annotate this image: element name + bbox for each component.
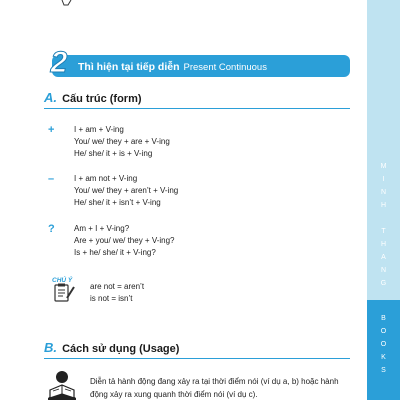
question-lines [74,223,175,259]
note-clipboard-icon [50,275,76,303]
section-title [78,61,267,73]
side-tab-brand [367,160,400,290]
form-line: You/ we/ they + aren’t + V-ing [74,186,179,195]
plus-symbol: + [48,124,55,136]
side-tab-letter: O [380,328,387,335]
note-icon-label: CHÚ Ý [52,277,73,284]
usage-divider [44,358,350,359]
reading-person-icon [46,370,78,400]
form-line: He/ she/ it + isn’t + V-ing [74,198,161,207]
affirmative-lines [74,124,170,160]
note-text [90,281,144,305]
side-tab-letter: N [380,189,387,196]
structure-heading-text: Cấu trúc (form) [62,93,142,105]
usage-description: Diễn tả hành động đang xảy ra tại thời điểm nói (ví dụ a, b) hoặc hành động xảy ra xung quanh thời điểm nói (ví dụ c). [90,377,339,399]
side-tab [367,0,400,400]
usage-heading-text: Cách sử dụng (Usage) [62,343,180,355]
side-tab-letter: G [380,280,387,287]
side-tab-letter: K [381,354,386,361]
note-line: are not = aren’t [90,282,145,291]
form-line: Am + I + V-ing? [74,224,130,233]
form-line: He/ she/ it + is + V-ing [74,149,153,158]
usage-heading [44,340,179,355]
section-header [42,46,350,82]
form-line: Is + he/ she/ it + V-ing? [74,248,156,257]
structure-heading [44,90,142,105]
form-line: Are + you/ we/ they + V-ing? [74,236,175,245]
section-subtitle: Present Continuous [183,62,267,73]
side-tab-letter: T [381,228,386,235]
side-tab-letter: S [381,367,386,374]
form-line: I + am + V-ing [74,125,124,134]
side-tab-letter: M [380,163,387,170]
form-line: You/ we/ they + are + V-ing [74,137,170,146]
side-tab-letter: A [381,254,386,261]
form-line: I + am not + V-ing [74,174,138,183]
side-tab-letter: B [381,315,386,322]
structure-letter: A. [44,90,57,105]
side-tab-letter: O [380,341,387,348]
pencil-icon [60,0,74,6]
minus-symbol: – [48,173,55,185]
side-tab-letter: H [380,241,387,248]
side-tab-letter: H [380,202,387,209]
question-symbol: ? [48,223,55,235]
structure-divider [44,108,350,109]
side-tab-letter [367,212,400,225]
side-tab-books [367,312,400,377]
note-line: is not = isn’t [90,294,133,303]
side-tab-letter: N [380,267,387,274]
negative-lines [74,173,178,209]
section-title-vi: Thì hiện tại tiếp diễn [78,61,180,73]
usage-letter: B. [44,340,57,355]
section-number: 2 [50,46,68,79]
side-tab-letter: I [382,176,385,183]
